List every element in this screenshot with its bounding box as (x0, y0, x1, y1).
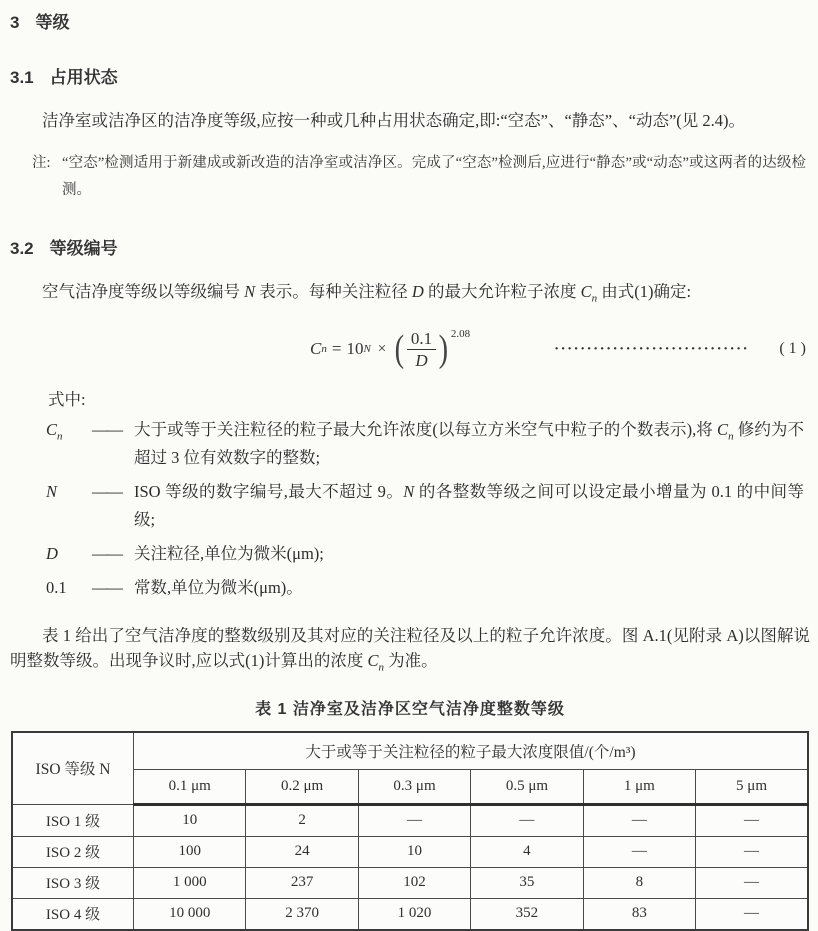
iso-cleanliness-table (11, 731, 809, 931)
equation-number: ( 1 ) (779, 340, 806, 358)
definition-D (46, 540, 810, 568)
cell-value: 352 (471, 898, 583, 930)
variable-Cn: C (367, 651, 379, 671)
table-header-row-1 (12, 732, 808, 770)
header-iso-class: ISO 等级 N (12, 732, 134, 805)
variable-D: D (411, 281, 424, 301)
header-size-0-5um: 0.5 μm (471, 769, 583, 804)
variable-Cn: C (580, 281, 592, 301)
table-intro-paragraph (10, 623, 810, 674)
section-number: 3 (10, 13, 20, 32)
cell-value: 24 (246, 836, 358, 867)
cell-value: — (696, 867, 808, 898)
definition-term: N (46, 482, 58, 502)
cell-value: — (696, 898, 808, 930)
table-1-title: 表 1 洁净室及洁净区空气洁净度整数等级 (255, 700, 565, 718)
text-run: 为准。 (384, 651, 438, 671)
equation-math: C n = 10 N × ( $\frac{0.1}{D}$ ) $^{2.08}$ (310, 328, 471, 371)
fraction (407, 328, 436, 372)
where-label: 式中: (48, 390, 86, 410)
cell-value: — (583, 836, 695, 867)
definition-text (134, 416, 810, 472)
section-number: 3.1 (10, 68, 34, 87)
section-3-2-heading (10, 234, 810, 259)
definition-N (46, 478, 810, 534)
text-run: 修约为不超过 3 位有效数字的整数; (134, 420, 804, 468)
variable-N: N (403, 482, 415, 502)
cell-value: — (471, 804, 583, 836)
text-run: 表 1 给出了空气洁净度的整数级别及其对应的关注粒径及以上的粒子允许浓度。图 A.1(见附录 A)以图解说明整数等级。出现争议时,应以式(1)计算出的浓度 (10, 625, 810, 671)
cell-value: 4 (471, 836, 583, 867)
definition-0-1 (46, 574, 810, 602)
note-block (10, 150, 810, 204)
term-subscript: n (57, 430, 63, 443)
fraction-numerator: 0.1 (407, 328, 436, 350)
cell-value: 237 (246, 867, 358, 898)
table-row-iso-1 (12, 804, 808, 836)
definition-text: 常数,单位为微米(μm)。 (134, 578, 303, 598)
cell-value: 1 000 (134, 867, 246, 898)
definition-term: 0.1 (46, 578, 67, 598)
cell-value: 2 (246, 804, 358, 836)
definition-text (134, 478, 810, 534)
definition-dash: —— (92, 544, 121, 564)
text-run: 由式(1)确定: (597, 281, 692, 301)
equation-1 (10, 322, 810, 376)
cell-value: 2 370 (246, 898, 358, 930)
variable-N: N (244, 281, 256, 301)
row-label: ISO 2 级 (12, 836, 134, 867)
cell-value: — (583, 804, 695, 836)
table-row-iso-3 (12, 867, 808, 898)
definition-dash: —— (92, 482, 121, 502)
section-title: 等级 (35, 13, 70, 32)
text-run: 的各整数等级之间可以设定最小增量为 0.1 的中间等级; (134, 482, 804, 530)
row-label: ISO 3 级 (12, 867, 134, 898)
cell-value: 100 (134, 836, 246, 867)
definition-term: D (46, 544, 58, 564)
text-run: 的最大允许粒子浓度 (423, 281, 581, 301)
text-run: 空气洁净度等级以等级编号 (42, 281, 245, 301)
header-concentration-limits: 大于或等于关注粒径的粒子最大浓度限值/(个/m³) (134, 732, 809, 770)
variable-Cn: C (310, 339, 322, 359)
header-size-0-1um: 0.1 μm (134, 769, 246, 804)
definition-dash: —— (92, 578, 121, 598)
cell-value: — (358, 804, 470, 836)
text-run: 大于或等于关注粒径的粒子最大允许浓度(以每立方米空气中粒子的个数表示),将 (134, 420, 718, 440)
cell-value: — (696, 836, 808, 867)
cell-value: 10 (358, 836, 470, 867)
definition-Cn (46, 416, 810, 472)
definition-dash: —— (92, 420, 121, 440)
header-size-0-2um: 0.2 μm (246, 769, 358, 804)
definition-term (46, 416, 92, 444)
section-number: 3.2 (10, 238, 34, 258)
note-label: 注: (32, 155, 51, 172)
variable-Cn-subscript: n (378, 661, 385, 674)
header-size-5um: 5 μm (696, 769, 808, 804)
cell-value: 35 (471, 867, 583, 898)
class-number-paragraph (10, 279, 810, 305)
table-row-iso-4 (12, 898, 808, 930)
cell-value: 1 020 (358, 898, 470, 930)
section-3-heading (10, 8, 810, 33)
occupancy-paragraph: 洁净室或洁净区的洁净度等级,应按一种或几种占用状态确定,即:“空态”、“静态”、“动态”(见 2.4)。 (42, 111, 746, 130)
cell-value: 10 000 (134, 898, 246, 930)
fraction-denominator: D (415, 350, 428, 370)
equals-sign: = (331, 339, 342, 359)
multiply-sign: × (377, 340, 387, 357)
cell-value: 10 (134, 804, 246, 836)
section-title: 占用状态 (49, 68, 118, 87)
cell-value: 83 (583, 898, 695, 930)
cell-value: — (696, 804, 808, 836)
dot-leader: ······························ (554, 340, 750, 357)
section-title: 等级编号 (49, 238, 118, 258)
header-size-1um: 1 μm (583, 769, 695, 804)
table-row-iso-2 (12, 836, 808, 867)
variable-Cn-subscript: n (728, 430, 734, 443)
text-run: 表示。每种关注粒径 (255, 281, 412, 301)
base-10: 10 (346, 339, 364, 359)
header-size-0-3um: 0.3 μm (358, 769, 470, 804)
row-label: ISO 1 级 (12, 804, 134, 836)
variable-Cn: C (717, 420, 729, 440)
row-label: ISO 4 级 (12, 898, 134, 930)
note-text: “空态”检测适用于新建成或新改造的洁净室或洁净区。完成了“空态”检测后,应进行“静态”或“动态”或这两者的达级检测。 (62, 155, 806, 198)
cell-value: 102 (358, 867, 470, 898)
section-3-1-heading (10, 63, 810, 88)
term-symbol: C (46, 420, 58, 440)
cell-value: 8 (583, 867, 695, 898)
definition-text: 关注粒径,单位为微米(μm); (134, 544, 324, 564)
variable-Cn-subscript: n (591, 291, 598, 304)
text-run: ISO 等级的数字编号,最大不超过 9。 (134, 482, 404, 502)
